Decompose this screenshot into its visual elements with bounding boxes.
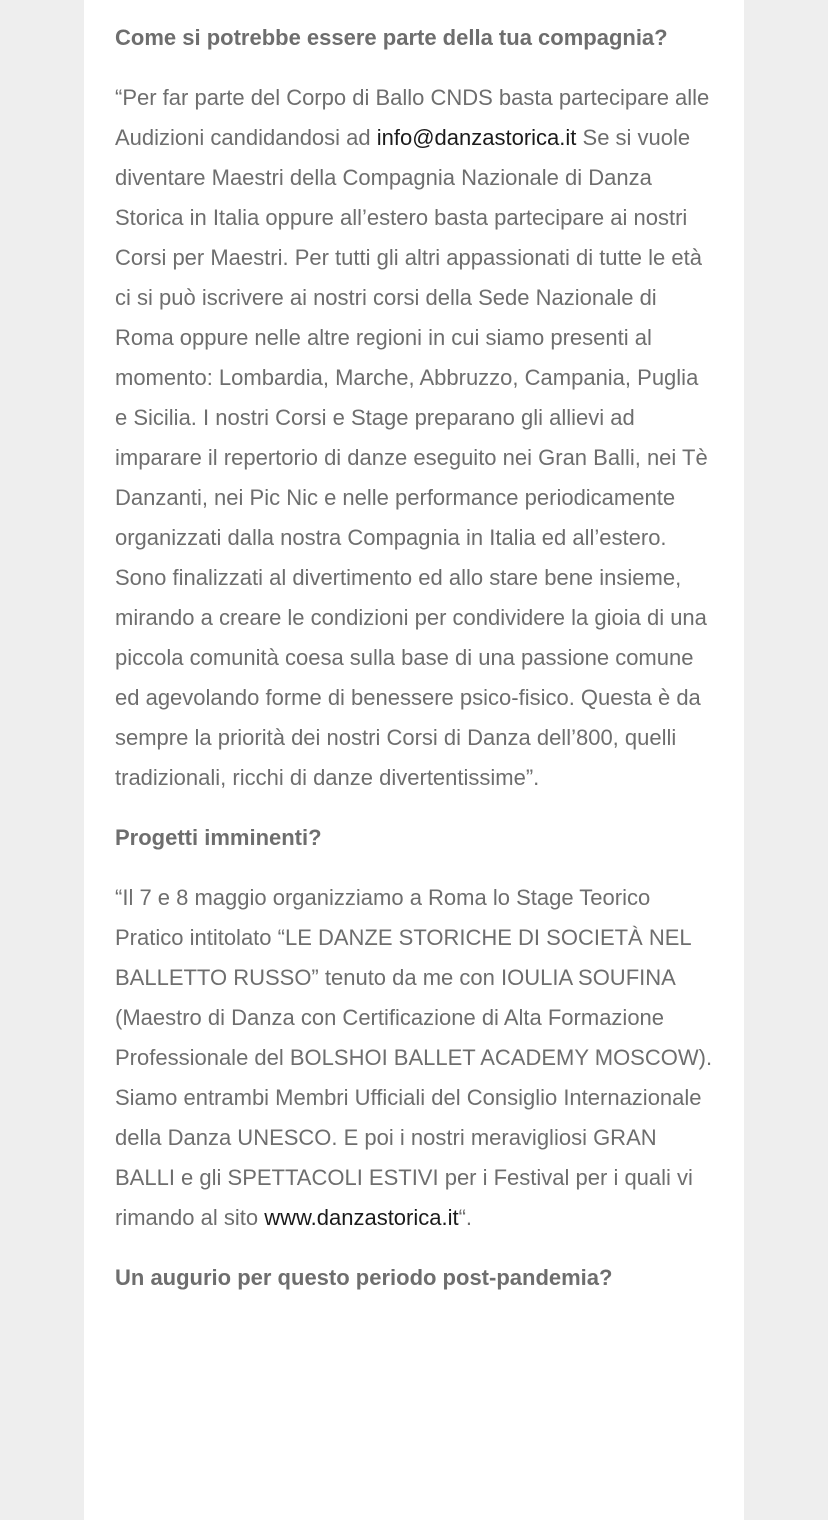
answer-company-membership [115, 78, 715, 798]
article-card [84, 0, 744, 1520]
question-company-membership: Come si potrebbe essere parte della tua compagnia? [115, 25, 668, 50]
article-body [115, 18, 715, 1318]
email-link[interactable]: info@danzastorica.it [376, 125, 577, 150]
answer-text-closing: “. [458, 1205, 473, 1230]
answer-upcoming-projects [115, 878, 715, 1238]
website-link[interactable]: www.danzastorica.it [264, 1205, 459, 1230]
answer-text-intro: “Per far parte del Corpo di Ballo CNDS basta partecipare alle Audizioni candidandosi ad [115, 85, 710, 150]
answer-text-projects: “Il 7 e 8 maggio organizziamo a Roma lo Stage Teorico Pratico intitolato “LE DANZE STORICHE DI SOCIETÀ NEL BALLETTO RUSSO” tenuto da me con IOULIA SOUFINA (Maestro di Danza con Certificazione di Alta Formazione Professionale del BOLSHOI BALLET ACADEMY MOSCOW). Siamo entrambi Membri Ufficiali del Consiglio Internazionale della Danza UNESCO. E poi i nostri meravigliosi GRAN BALLI e gli SPETTACOLI ESTIVI per i Festival per i quali vi rimando al sito [115, 885, 713, 1230]
answer-text-body: Se si vuole diventare Maestri della Compagnia Nazionale di Danza Storica in Italia oppure all’estero basta partecipare ai nostri Corsi per Maestri. Per tutti gli altri appassionati di tutte le età ci si può iscrivere ai nostri corsi della Sede Nazionale di Roma oppure nelle altre regioni in cui siamo presenti al momento: Lombardia, Marche, Abbruzzo, Campania, Puglia e Sicilia. I nostri Corsi e Stage preparano gli allievi ad imparare il repertorio di danze eseguito nei Gran Balli, nei Tè Danzanti, nei Pic Nic e nelle performance periodicamente organizzati dalla nostra Compagnia in Italia ed all’estero. Sono finalizzati al divertimento ed allo stare bene insieme, mirando a creare le condizioni per condividere la gioia di una piccola comunità coesa sulla base di una passione comune ed agevolando forme di benessere psico-fisico. Questa è da sempre la priorità dei nostri Corsi di Danza dell’800, quelli tradizionali, ricchi di danze divertentissime”. [115, 125, 708, 790]
question-upcoming-projects: Progetti imminenti? [115, 825, 322, 850]
question-post-pandemic-wish: Un augurio per questo periodo post-pandemia? [115, 1265, 613, 1290]
